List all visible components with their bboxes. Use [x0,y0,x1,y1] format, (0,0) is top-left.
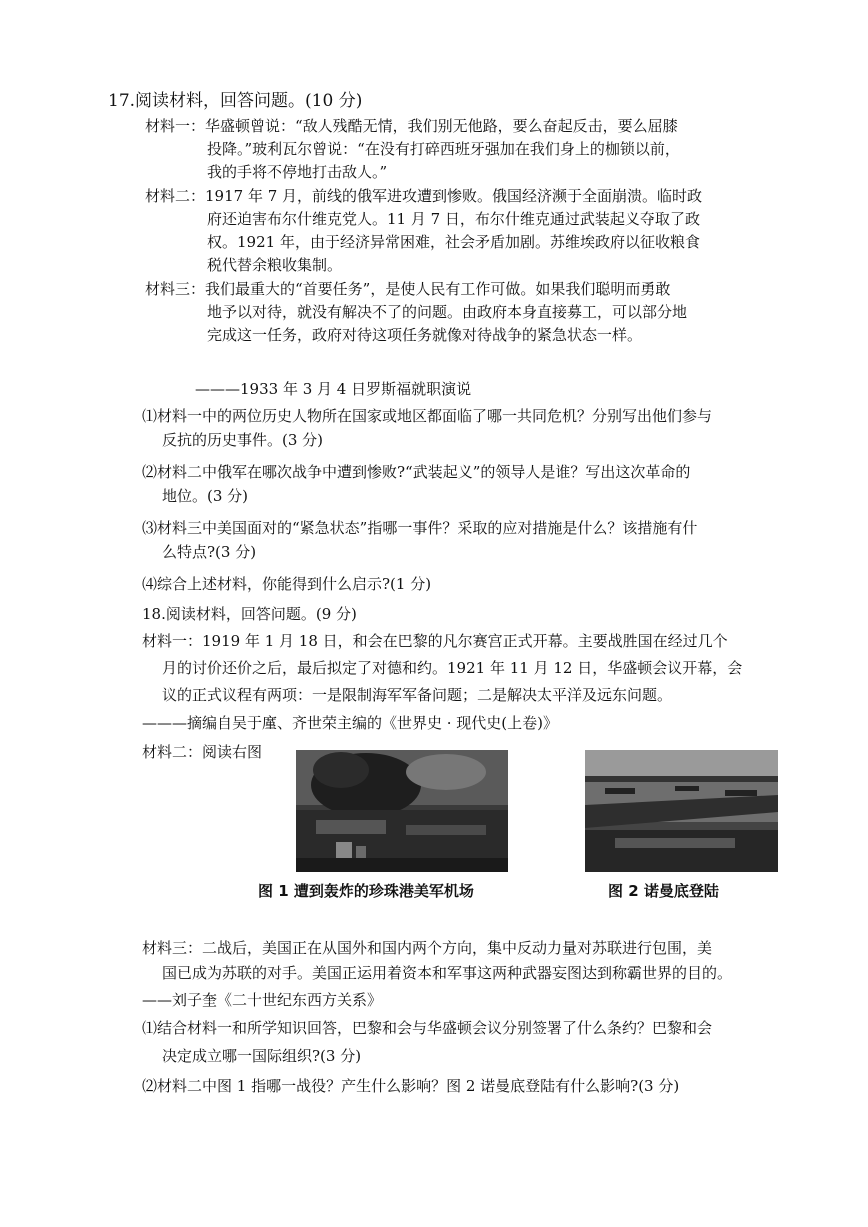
figure-1-pearl-harbor-photo [296,750,508,872]
q18-m1-line2: 月的讨价还价之后，最后拟定了对德和约。1921 年 11 月 12 日，华盛顿会议开幕，会 [162,659,743,677]
q17-m2-line1: 材料二：1917 年 7 月，前线的俄军进攻遭到惨败。俄国经济濒于全面崩溃。临时政 [145,187,703,205]
q17-question-2-line1: ⑵材料二中俄军在哪次战争中遭到惨败?“武装起义”的领导人是谁？写出这次革命的 [142,463,691,481]
figure-1-caption: 图 1 遭到轰炸的珍珠港美军机场 [258,882,474,900]
q17-m3-line3: 完成这一任务，政府对待这项任务就像对待战争的紧急状态一样。 [207,326,643,344]
q18-m1-line1: 材料一：1919 年 1 月 18 日，和会在巴黎的凡尔赛宫正式开幕。主要战胜国在经过几个 [142,632,728,650]
q17-title: 17.阅读材料，回答问题。(10 分) [108,91,363,111]
q17-question-1-line1: ⑴材料一中的两位历史人物所在国家或地区都面临了哪一共同危机？分别写出他们参与 [142,407,713,425]
figure-2-caption: 图 2 诺曼底登陆 [608,882,719,900]
q17-m2-line2: 府还迫害布尔什维克党人。11 月 7 日，布尔什维克通过武装起义夺取了政 [207,210,700,228]
q17-question-1-line2: 反抗的历史事件。(3 分) [162,431,324,449]
q18-m1-source: ———摘编自吴于廑、齐世荣主编的《世界史 · 现代史(上卷)》 [142,714,559,732]
q18-m3-line1: 材料三：二战后，美国正在从国外和国内两个方向，集中反动力量对苏联进行包围，美 [142,939,713,957]
q18-m2-label: 材料二：阅读右图 [142,743,263,761]
q18-m3-line2: 国已成为苏联的对手。美国正运用着资本和军事这两种武器妄图达到称霸世界的目的。 [162,964,733,982]
figure-2-normandy-landing-photo [585,750,778,872]
q17-m3-source: ———1933 年 3 月 4 日罗斯福就职演说 [195,380,472,398]
q17-question-2-line2: 地位。(3 分) [162,487,249,505]
q18-question-2: ⑵材料二中图 1 指哪一战役？产生什么影响？图 2 诺曼底登陆有什么影响?(3 分) [142,1077,680,1095]
q18-question-1-line1: ⑴结合材料一和所学知识回答，巴黎和会与华盛顿会议分别签署了什么条约？巴黎和会 [142,1019,713,1037]
q17-question-4: ⑷综合上述材料，你能得到什么启示?(1 分) [142,575,432,593]
q17-m2-line3: 权。1921 年，由于经济异常困难，社会矛盾加剧。苏维埃政府以征收粮食 [207,233,700,251]
q17-m1-line3: 我的手将不停地打击敌人。” [207,163,388,181]
q17-m3-line2: 地予以对待，就没有解决不了的问题。由政府本身直接募工，可以部分地 [207,303,688,321]
q17-m1-line1: 材料一：华盛顿曾说：“敌人残酷无情，我们别无他路，要么奋起反击，要么屈膝 [145,117,678,135]
q17-question-3-line1: ⑶材料三中美国面对的“紧急状态”指哪一事件？采取的应对措施是什么？该措施有什 [142,519,698,537]
q18-m3-source: ——刘子奎《二十世纪东西方关系》 [142,991,383,1009]
q17-m2-line4: 税代替余粮收集制。 [207,256,343,274]
q17-m3-line1: 材料三：我们最重大的“首要任务”，是使人民有工作可做。如果我们聪明而勇敢 [145,280,671,298]
q17-m1-line2: 投降。”玻利瓦尔曾说：“在没有打碎西班牙强加在我们身上的枷锁以前， [207,140,680,158]
q18-m1-line3: 议的正式议程有两项：一是限制海军军备问题；二是解决太平洋及远东问题。 [162,686,673,704]
q18-question-1-line2: 决定成立哪一国际组织?(3 分) [162,1047,362,1065]
q18-title: 18.阅读材料，回答问题。(9 分) [142,605,357,623]
q17-question-3-line2: 么特点?(3 分) [162,543,257,561]
